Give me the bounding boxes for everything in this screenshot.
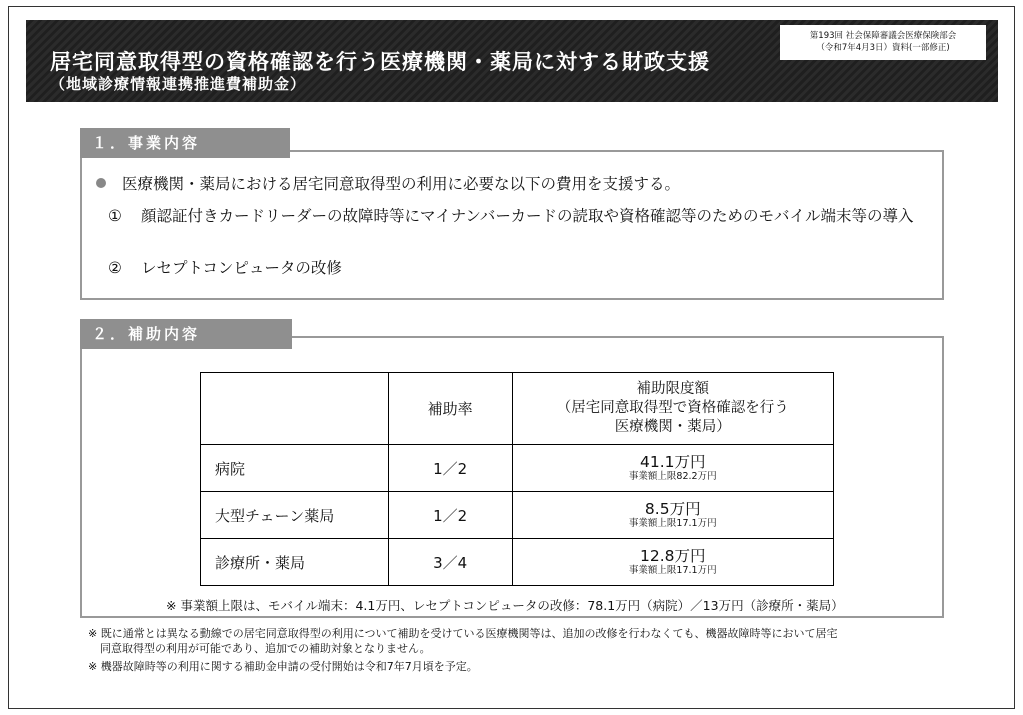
project-cap: 事業額上限17.1万円 xyxy=(628,565,717,576)
table-header-limit-line: （居宅同意取得型で資格確認を行う xyxy=(556,400,789,416)
subsidy-rate-cell: 1／2 xyxy=(388,492,512,539)
slide-title: 居宅同意取得型の資格確認を行う医療機関・薬局に対する財政支援 xyxy=(50,50,710,74)
table-header-rate: 補助率 xyxy=(388,373,512,445)
list-item-text: レセプトコンピュータの改修 xyxy=(141,259,342,277)
subsidy-rate-cell: 1／2 xyxy=(388,445,512,492)
meeting-reference-box xyxy=(780,25,986,60)
subsidy-limit-cell xyxy=(512,445,833,492)
table-header-limit-line: 医療機関・薬局） xyxy=(614,419,731,435)
table-header-limit-line: 補助限度額 xyxy=(636,381,709,397)
subsidy-limit-cell xyxy=(512,492,833,539)
list-item-number: ① xyxy=(108,207,122,225)
list-item-number: ② xyxy=(108,259,122,277)
list-item xyxy=(108,257,938,279)
facility-type-cell: 大型チェーン薬局 xyxy=(201,492,389,539)
subsidy-amount: 12.8万円 xyxy=(640,547,706,565)
subsidy-limit-cell xyxy=(512,539,833,586)
facility-type-cell: 病院 xyxy=(201,445,389,492)
table-header-row xyxy=(201,373,834,445)
subsidy-amount: 41.1万円 xyxy=(640,453,706,471)
section1-bullet xyxy=(96,172,680,194)
slide-subtitle: （地域診療情報連携推進費補助金） xyxy=(50,75,307,93)
footnote-1-line2: 同意取得型の利用が可能であり、追加での補助対象となりません。 xyxy=(100,642,431,655)
subsidy-amount: 8.5万円 xyxy=(644,500,701,518)
section-label-business-content: １．事業内容 xyxy=(80,128,290,158)
project-cap: 事業額上限17.1万円 xyxy=(628,518,717,529)
footnote-2: ※ 機器故障時等の利用に関する補助金申請の受付開始は令和7年7月頃を予定。 xyxy=(88,660,478,673)
subsidy-table xyxy=(200,372,834,586)
footnote-1-line1: ※ 既に通常とは異なる動線での居宅同意取得型の利用について補助を受けている医療機関等は、追加の改修を行わなくても、機器故障時等において居宅 xyxy=(88,627,838,640)
table-header-empty xyxy=(201,373,389,445)
list-item xyxy=(108,205,938,227)
bullet-dot-icon xyxy=(96,178,106,188)
table-header-limit xyxy=(512,373,833,445)
facility-type-cell: 診療所・薬局 xyxy=(201,539,389,586)
meeting-reference-line1: 第193回 社会保障審議会医療保険部会 xyxy=(809,31,957,41)
subsidy-rate-cell: 3／4 xyxy=(388,539,512,586)
section1-bullet-text: 医療機関・薬局における居宅同意取得型の利用に必要な以下の費用を支援する。 xyxy=(122,175,681,193)
table-row xyxy=(201,492,834,539)
list-item-text: 顔認証付きカードリーダーの故障時等にマイナンバーカードの読取や資格確認等のためのモバイル端末等の導入 xyxy=(141,207,914,225)
section2-note: ※ 事業額上限は、モバイル端末：4.1万円、レセプトコンピュータの改修：78.1万円（病院）／13万円（診療所・薬局） xyxy=(166,598,844,613)
section-label-subsidy-content: ２．補助内容 xyxy=(80,319,292,349)
footnote-1 xyxy=(88,626,838,656)
meeting-reference-line2: （令和7年4月3日）資料(一部修正) xyxy=(816,43,950,53)
project-cap: 事業額上限82.2万円 xyxy=(628,471,717,482)
slide-header xyxy=(26,20,998,102)
table-row xyxy=(201,445,834,492)
table-row xyxy=(201,539,834,586)
